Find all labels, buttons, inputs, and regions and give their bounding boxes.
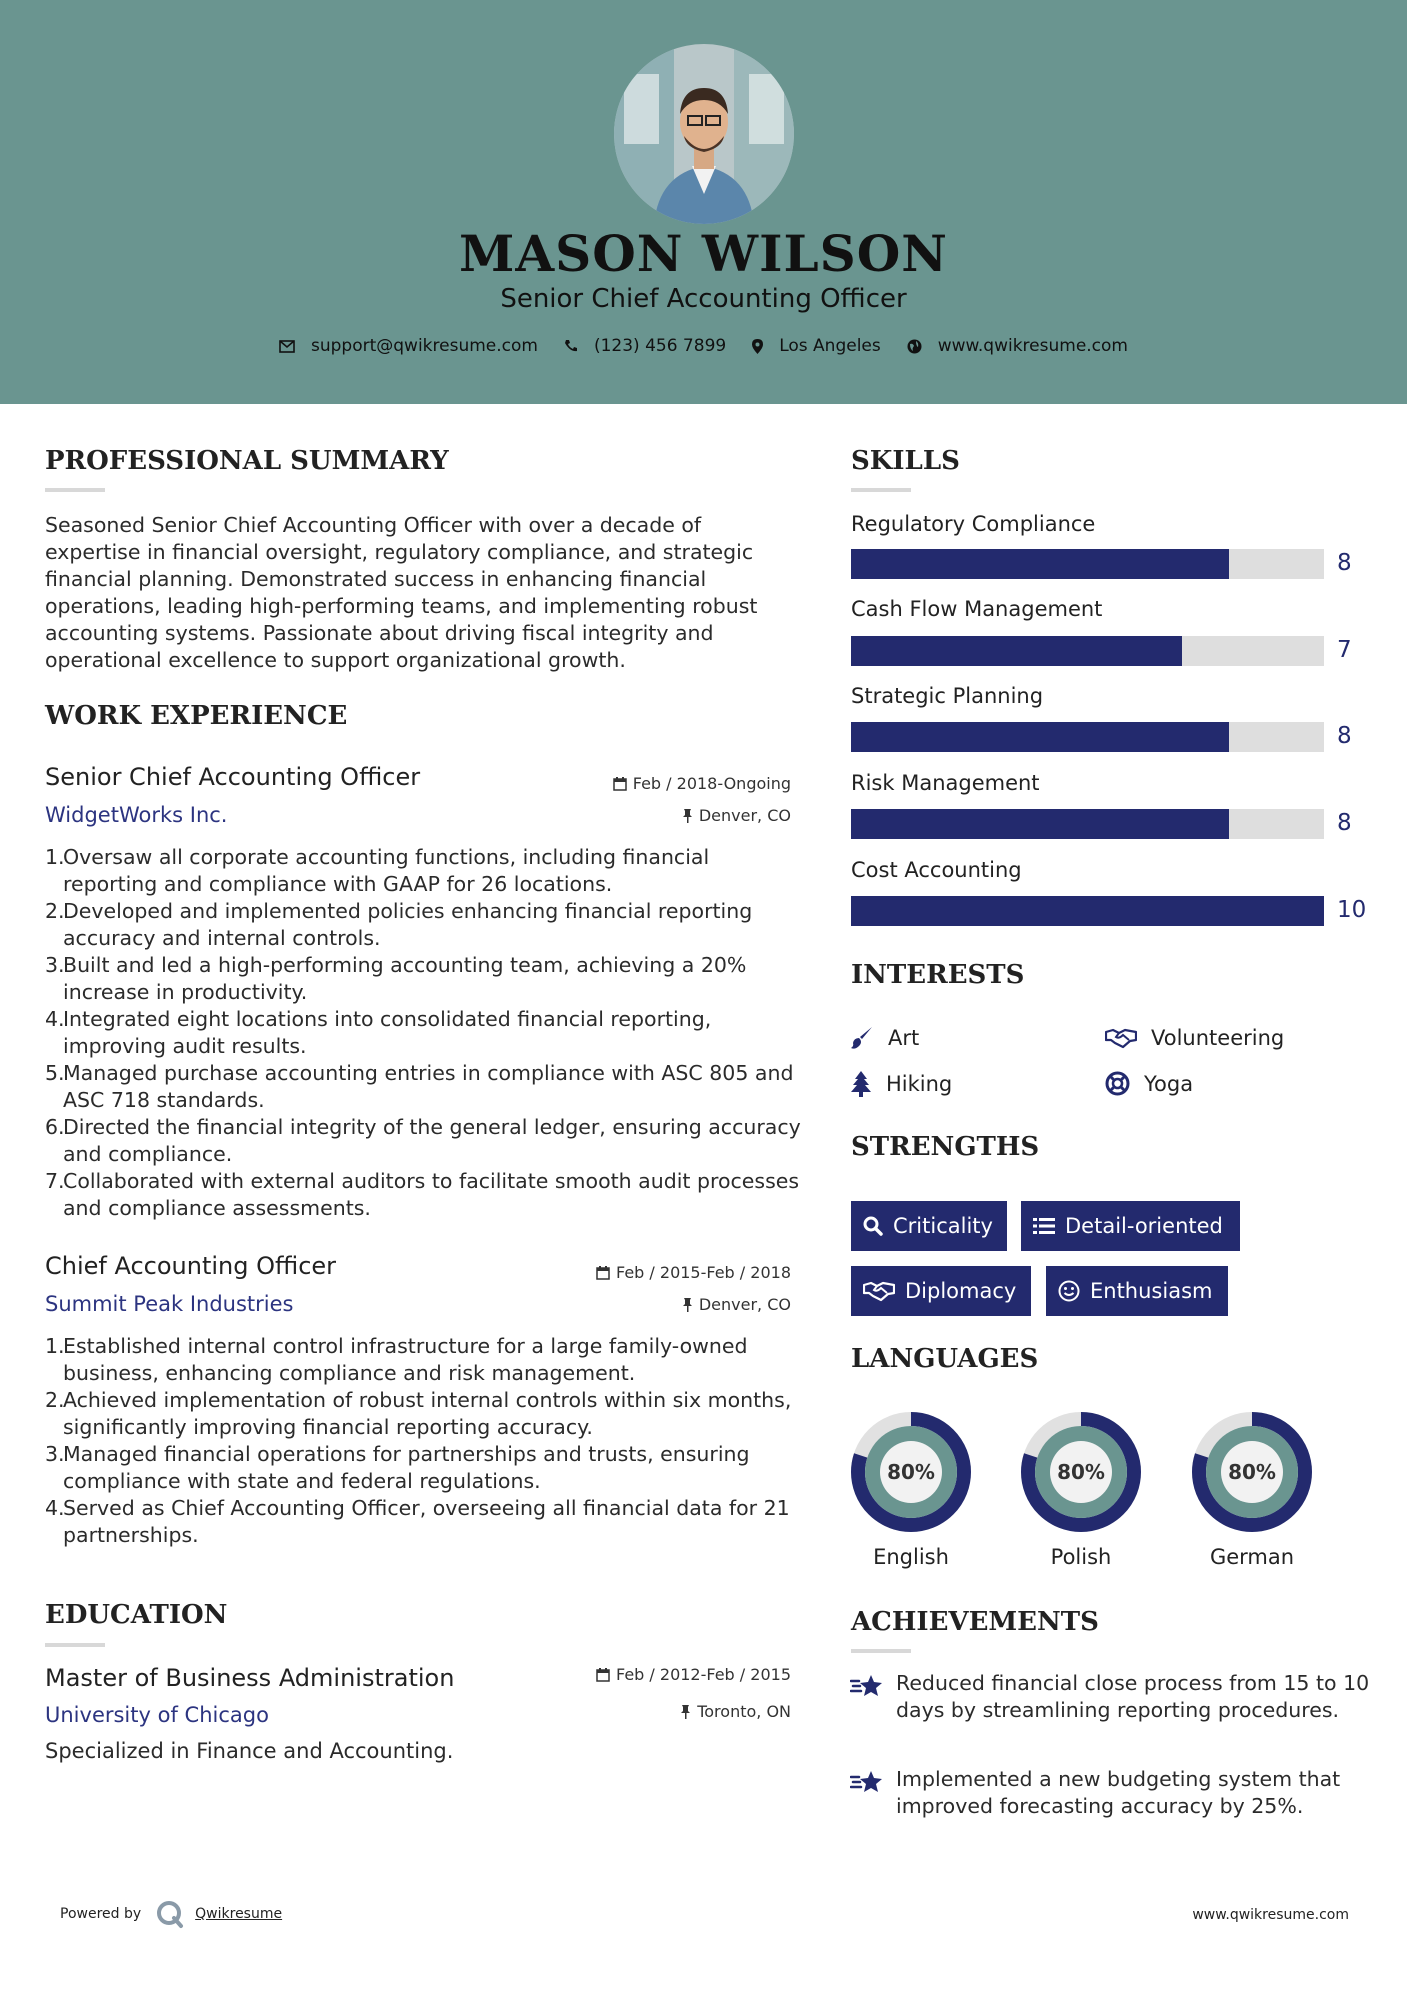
contact-email[interactable] bbox=[279, 336, 538, 356]
job-dates-text: Feb / 2015-Feb / 2018 bbox=[616, 1263, 791, 1282]
envelope-icon bbox=[279, 340, 295, 353]
language-donut bbox=[1187, 1407, 1317, 1537]
list-item bbox=[45, 1060, 805, 1114]
contact-location bbox=[752, 336, 881, 356]
experience-heading: WORK EXPERIENCE bbox=[45, 701, 348, 731]
language-percent: 80% bbox=[1057, 1460, 1105, 1484]
list-text: Established internal control infrastructure for a large family-owned business, enhancing compliance and risk management. bbox=[63, 1334, 748, 1385]
job-title: Chief Accounting Officer bbox=[45, 1252, 337, 1280]
education-heading: EDUCATION bbox=[45, 1600, 228, 1630]
contact-website[interactable] bbox=[907, 336, 1128, 356]
skill-bar-fill bbox=[851, 896, 1324, 926]
strength-tag bbox=[851, 1266, 1031, 1316]
skill-bar-fill bbox=[851, 809, 1229, 839]
footer-website[interactable]: www.qwikresume.com bbox=[1192, 1907, 1349, 1923]
job-company: WidgetWorks Inc. bbox=[45, 803, 228, 827]
interest-label: Yoga bbox=[1144, 1071, 1194, 1096]
skill-value: 8 bbox=[1337, 550, 1352, 576]
qwikresume-link[interactable]: Qwikresume bbox=[195, 1906, 283, 1922]
handshake-icon bbox=[1105, 1027, 1137, 1049]
strengths-heading: STRENGTHS bbox=[851, 1132, 1040, 1162]
powered-by-label: Powered by bbox=[60, 1906, 142, 1922]
interest-label: Volunteering bbox=[1151, 1026, 1285, 1050]
language-donut bbox=[1016, 1407, 1146, 1537]
contact-phone[interactable] bbox=[564, 336, 726, 356]
language-name: English bbox=[873, 1545, 949, 1569]
skill-label: Cash Flow Management bbox=[851, 597, 1103, 621]
job-location bbox=[560, 1295, 791, 1314]
skill-bar-fill bbox=[851, 549, 1229, 579]
list-number: 2. bbox=[45, 899, 65, 923]
contact-email-text: support@qwikresume.com bbox=[311, 336, 538, 356]
skill-value: 10 bbox=[1337, 897, 1367, 923]
list-item bbox=[45, 1441, 805, 1495]
language-ring bbox=[1187, 1407, 1317, 1537]
education-rule bbox=[45, 1643, 105, 1647]
list-number: 4. bbox=[45, 1496, 65, 1520]
interest-art bbox=[850, 1026, 919, 1050]
paintbrush-icon bbox=[850, 1026, 874, 1050]
education-school: University of Chicago bbox=[45, 1703, 269, 1727]
job-location-text: Denver, CO bbox=[698, 806, 791, 825]
calendar-icon bbox=[596, 1667, 610, 1682]
list-item bbox=[45, 898, 805, 952]
contact-bar bbox=[0, 336, 1407, 356]
avatar bbox=[614, 44, 794, 224]
language-ring bbox=[1016, 1407, 1146, 1537]
smile-icon bbox=[1058, 1280, 1080, 1302]
list-number: 1. bbox=[45, 845, 65, 869]
job-location bbox=[560, 806, 791, 825]
globe-icon bbox=[907, 339, 922, 354]
search-icon bbox=[863, 1216, 883, 1236]
skill-value: 7 bbox=[1337, 637, 1352, 663]
calendar-icon bbox=[596, 1265, 610, 1280]
list-text: Achieved implementation of robust internal controls within six months, significantly improving financial reporting accuracy. bbox=[63, 1388, 792, 1439]
skill-label: Cost Accounting bbox=[851, 858, 1022, 882]
lifebuoy-icon bbox=[1105, 1071, 1130, 1096]
job-dates bbox=[560, 774, 791, 793]
achievement-item bbox=[850, 1670, 1370, 1724]
skills-heading: SKILLS bbox=[851, 446, 960, 476]
education-location bbox=[560, 1702, 791, 1721]
handshake-icon bbox=[863, 1280, 895, 1302]
interest-volunteering bbox=[1105, 1026, 1284, 1050]
job-location-text: Denver, CO bbox=[698, 1295, 791, 1314]
candidate-title: Senior Chief Accounting Officer bbox=[500, 284, 907, 314]
job-company: Summit Peak Industries bbox=[45, 1292, 294, 1316]
skill-bar-fill bbox=[851, 722, 1229, 752]
list-item bbox=[45, 1114, 805, 1168]
list-text: Managed financial operations for partnerships and trusts, ensuring compliance with state and federal regulations. bbox=[63, 1442, 750, 1493]
skill-value: 8 bbox=[1337, 810, 1352, 836]
list-item bbox=[45, 1387, 805, 1441]
education-degree: Master of Business Administration bbox=[45, 1664, 455, 1692]
job-dates-text: Feb / 2018-Ongoing bbox=[632, 774, 791, 793]
education-description: Specialized in Finance and Accounting. bbox=[45, 1739, 454, 1763]
list-number: 3. bbox=[45, 1442, 65, 1466]
candidate-name: MASON WILSON bbox=[459, 224, 948, 283]
language-ring bbox=[846, 1407, 976, 1537]
education-location-text: Toronto, ON bbox=[697, 1702, 791, 1721]
list-item bbox=[45, 1495, 805, 1549]
summary-rule bbox=[45, 488, 105, 492]
list-item bbox=[45, 1333, 805, 1387]
list-item bbox=[45, 1006, 805, 1060]
list-number: 6. bbox=[45, 1115, 65, 1139]
skill-bar-track bbox=[851, 722, 1324, 752]
list-text: Managed purchase accounting entries in compliance with ASC 805 and ASC 718 standards. bbox=[63, 1061, 794, 1112]
qwikresume-logo-icon bbox=[155, 1899, 185, 1929]
interest-label: Hiking bbox=[886, 1072, 953, 1096]
skills-rule bbox=[851, 488, 911, 492]
shooting-star-icon bbox=[850, 1768, 884, 1796]
skill-bar-fill bbox=[851, 636, 1182, 666]
list-text: Collaborated with external auditors to facilitate smooth audit processes and compliance assessments. bbox=[63, 1169, 800, 1220]
list-number: 1. bbox=[45, 1334, 65, 1358]
pushpin-icon bbox=[682, 808, 693, 823]
list-icon bbox=[1033, 1217, 1055, 1235]
achievement-text: Implemented a new budgeting system that improved forecasting accuracy by 25%. bbox=[896, 1767, 1341, 1818]
language-name: Polish bbox=[1050, 1545, 1112, 1569]
strength-tag bbox=[1021, 1201, 1240, 1251]
footer-powered-by bbox=[60, 1899, 282, 1929]
calendar-icon bbox=[613, 776, 627, 791]
list-text: Oversaw all corporate accounting functions, including financial reporting and compliance with GAAP for 26 locations. bbox=[63, 845, 710, 896]
list-number: 7. bbox=[45, 1169, 65, 1193]
list-number: 4. bbox=[45, 1007, 65, 1031]
strength-label: Enthusiasm bbox=[1090, 1279, 1213, 1303]
skill-label: Strategic Planning bbox=[851, 684, 1044, 708]
summary-text: Seasoned Senior Chief Accounting Officer with over a decade of expertise in financial oversight, regulatory compliance, and strategic financial planning. Demonstrated success in enhancing financial operations, leading high-performing teams, and implementing robust accounting systems. Passionate about driving fiscal integrity and operational excellence to support organizational growth. bbox=[45, 513, 758, 672]
strength-label: Criticality bbox=[893, 1214, 993, 1238]
list-item bbox=[45, 952, 805, 1006]
strength-tag bbox=[851, 1201, 1007, 1251]
achievement-item bbox=[850, 1766, 1370, 1820]
achievements-rule bbox=[851, 1649, 911, 1653]
job-bullet-list bbox=[45, 1333, 805, 1549]
shooting-star-icon bbox=[850, 1672, 884, 1700]
list-text: Integrated eight locations into consolidated financial reporting, improving audit results. bbox=[63, 1007, 712, 1058]
language-percent: 80% bbox=[887, 1460, 935, 1484]
skill-bar-track bbox=[851, 549, 1324, 579]
list-number: 2. bbox=[45, 1388, 65, 1412]
achievements-heading: ACHIEVEMENTS bbox=[851, 1607, 1099, 1637]
map-marker-icon bbox=[752, 339, 763, 354]
skill-bar-track bbox=[851, 809, 1324, 839]
language-percent: 80% bbox=[1228, 1460, 1276, 1484]
interests-heading: INTERESTS bbox=[851, 960, 1025, 990]
interest-label: Art bbox=[888, 1026, 920, 1050]
strength-tag bbox=[1046, 1266, 1228, 1316]
skill-bar-track bbox=[851, 636, 1324, 666]
language-donut bbox=[846, 1407, 976, 1537]
list-number: 3. bbox=[45, 953, 65, 977]
contact-website-text: www.qwikresume.com bbox=[937, 336, 1128, 356]
tree-icon bbox=[850, 1071, 872, 1097]
contact-location-text: Los Angeles bbox=[779, 336, 881, 356]
education-dates-text: Feb / 2012-Feb / 2015 bbox=[616, 1665, 791, 1684]
skill-value: 8 bbox=[1337, 723, 1352, 749]
list-text: Developed and implemented policies enhancing financial reporting accuracy and internal controls. bbox=[63, 899, 753, 950]
phone-icon bbox=[564, 339, 578, 353]
strength-label: Detail-oriented bbox=[1065, 1214, 1223, 1238]
skill-label: Regulatory Compliance bbox=[851, 512, 1096, 536]
list-text: Served as Chief Accounting Officer, overseeing all financial data for 21 partnerships. bbox=[63, 1496, 790, 1547]
pushpin-icon bbox=[682, 1297, 693, 1312]
job-dates bbox=[560, 1263, 791, 1282]
list-item bbox=[45, 844, 805, 898]
languages-heading: LANGUAGES bbox=[851, 1344, 1039, 1374]
list-text: Directed the financial integrity of the general ledger, ensuring accuracy and compliance. bbox=[63, 1115, 801, 1166]
contact-phone-text: (123) 456 7899 bbox=[593, 336, 727, 356]
list-number: 5. bbox=[45, 1061, 65, 1085]
header-banner bbox=[0, 0, 1407, 404]
job-title: Senior Chief Accounting Officer bbox=[45, 763, 421, 791]
job-bullet-list bbox=[45, 844, 805, 1222]
education-dates bbox=[560, 1665, 791, 1684]
skill-bar-track bbox=[851, 896, 1324, 926]
skill-label: Risk Management bbox=[851, 771, 1040, 795]
list-item bbox=[45, 1168, 805, 1222]
strength-label: Diplomacy bbox=[905, 1279, 1017, 1303]
list-text: Built and led a high-performing accounting team, achieving a 20% increase in productivity. bbox=[63, 953, 747, 1004]
pushpin-icon bbox=[680, 1704, 691, 1719]
summary-heading: PROFESSIONAL SUMMARY bbox=[45, 446, 449, 476]
language-name: German bbox=[1209, 1545, 1295, 1569]
achievement-text: Reduced financial close process from 15 to 10 days by streamlining reporting procedures. bbox=[896, 1671, 1370, 1722]
interest-yoga bbox=[1105, 1071, 1193, 1096]
interest-hiking bbox=[850, 1071, 952, 1097]
